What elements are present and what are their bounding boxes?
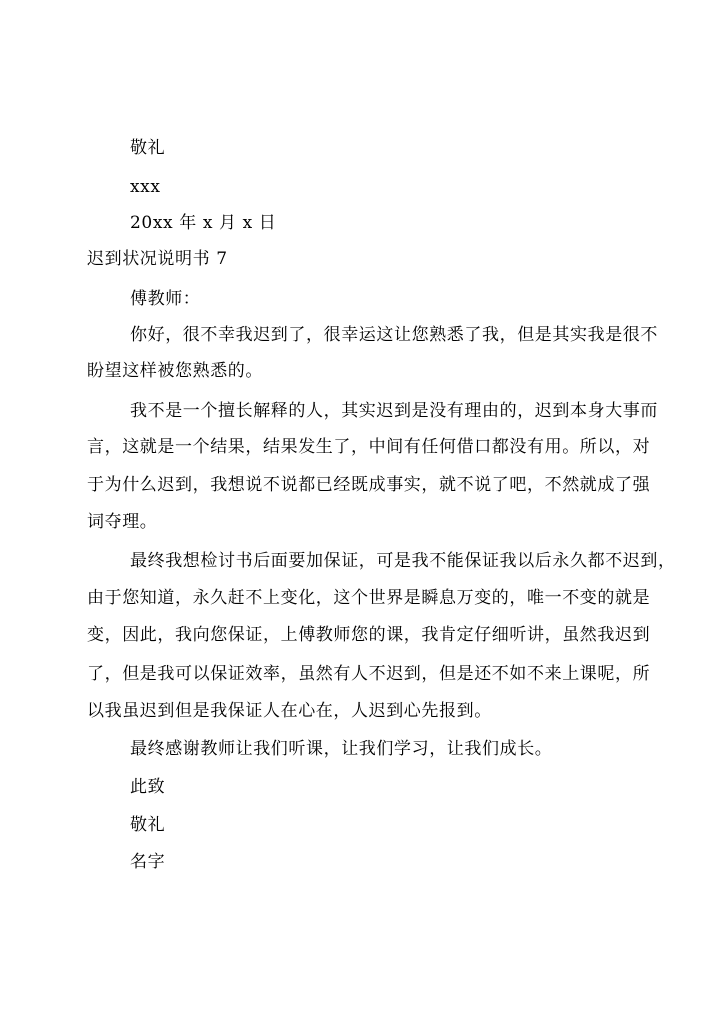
header-date: 20xx 年 x 月 x 日 <box>130 213 277 233</box>
paragraph-line: 词夺理。 <box>87 512 158 532</box>
paragraph-line: 以我虽迟到但是我保证人在心在，人迟到心先报到。 <box>87 701 492 721</box>
paragraph-line: 于为什么迟到，我想说不说都已经既成事实，就不说了吧，不然就成了强 <box>87 475 651 495</box>
paragraph-line: 言，这就是一个结果，结果发生了，中间有任何借口都没有用。所以，对 <box>87 437 651 457</box>
document-title: 迟到状况说明书 7 <box>87 249 228 269</box>
signature: 名字 <box>130 852 166 872</box>
paragraph-line: 你好，很不幸我迟到了，很幸运这让您熟悉了我，但是其实我是很不 <box>130 325 658 345</box>
paragraph-line: 我不是一个擅长解释的人，其实迟到是没有理由的，迟到本身大事而 <box>130 401 658 421</box>
closing-line-2: 敬礼 <box>130 815 166 835</box>
paragraph-line: 最终我想检讨书后面要加保证，可是我不能保证我以后永久都不迟到， <box>130 551 676 571</box>
paragraph-line: 了，但是我可以保证效率，虽然有人不迟到，但是还不如不来上课呢，所 <box>87 664 651 684</box>
paragraph-line: 变，因此，我向您保证，上傅教师您的课，我肯定仔细听讲，虽然我迟到 <box>87 625 651 645</box>
closing-line-1: 此致 <box>130 777 166 797</box>
paragraph-line: 由于您知道，永久赶不上变化，这个世界是瞬息万变的，唯一不变的就是 <box>87 588 651 608</box>
header-name: xxx <box>130 177 161 197</box>
paragraph-line: 盼望这样被您熟悉的。 <box>87 361 263 381</box>
header-salute: 敬礼 <box>130 138 166 158</box>
greeting: 傅教师： <box>130 289 201 309</box>
paragraph-line: 最终感谢教师让我们听课，让我们学习，让我们成长。 <box>130 739 553 759</box>
